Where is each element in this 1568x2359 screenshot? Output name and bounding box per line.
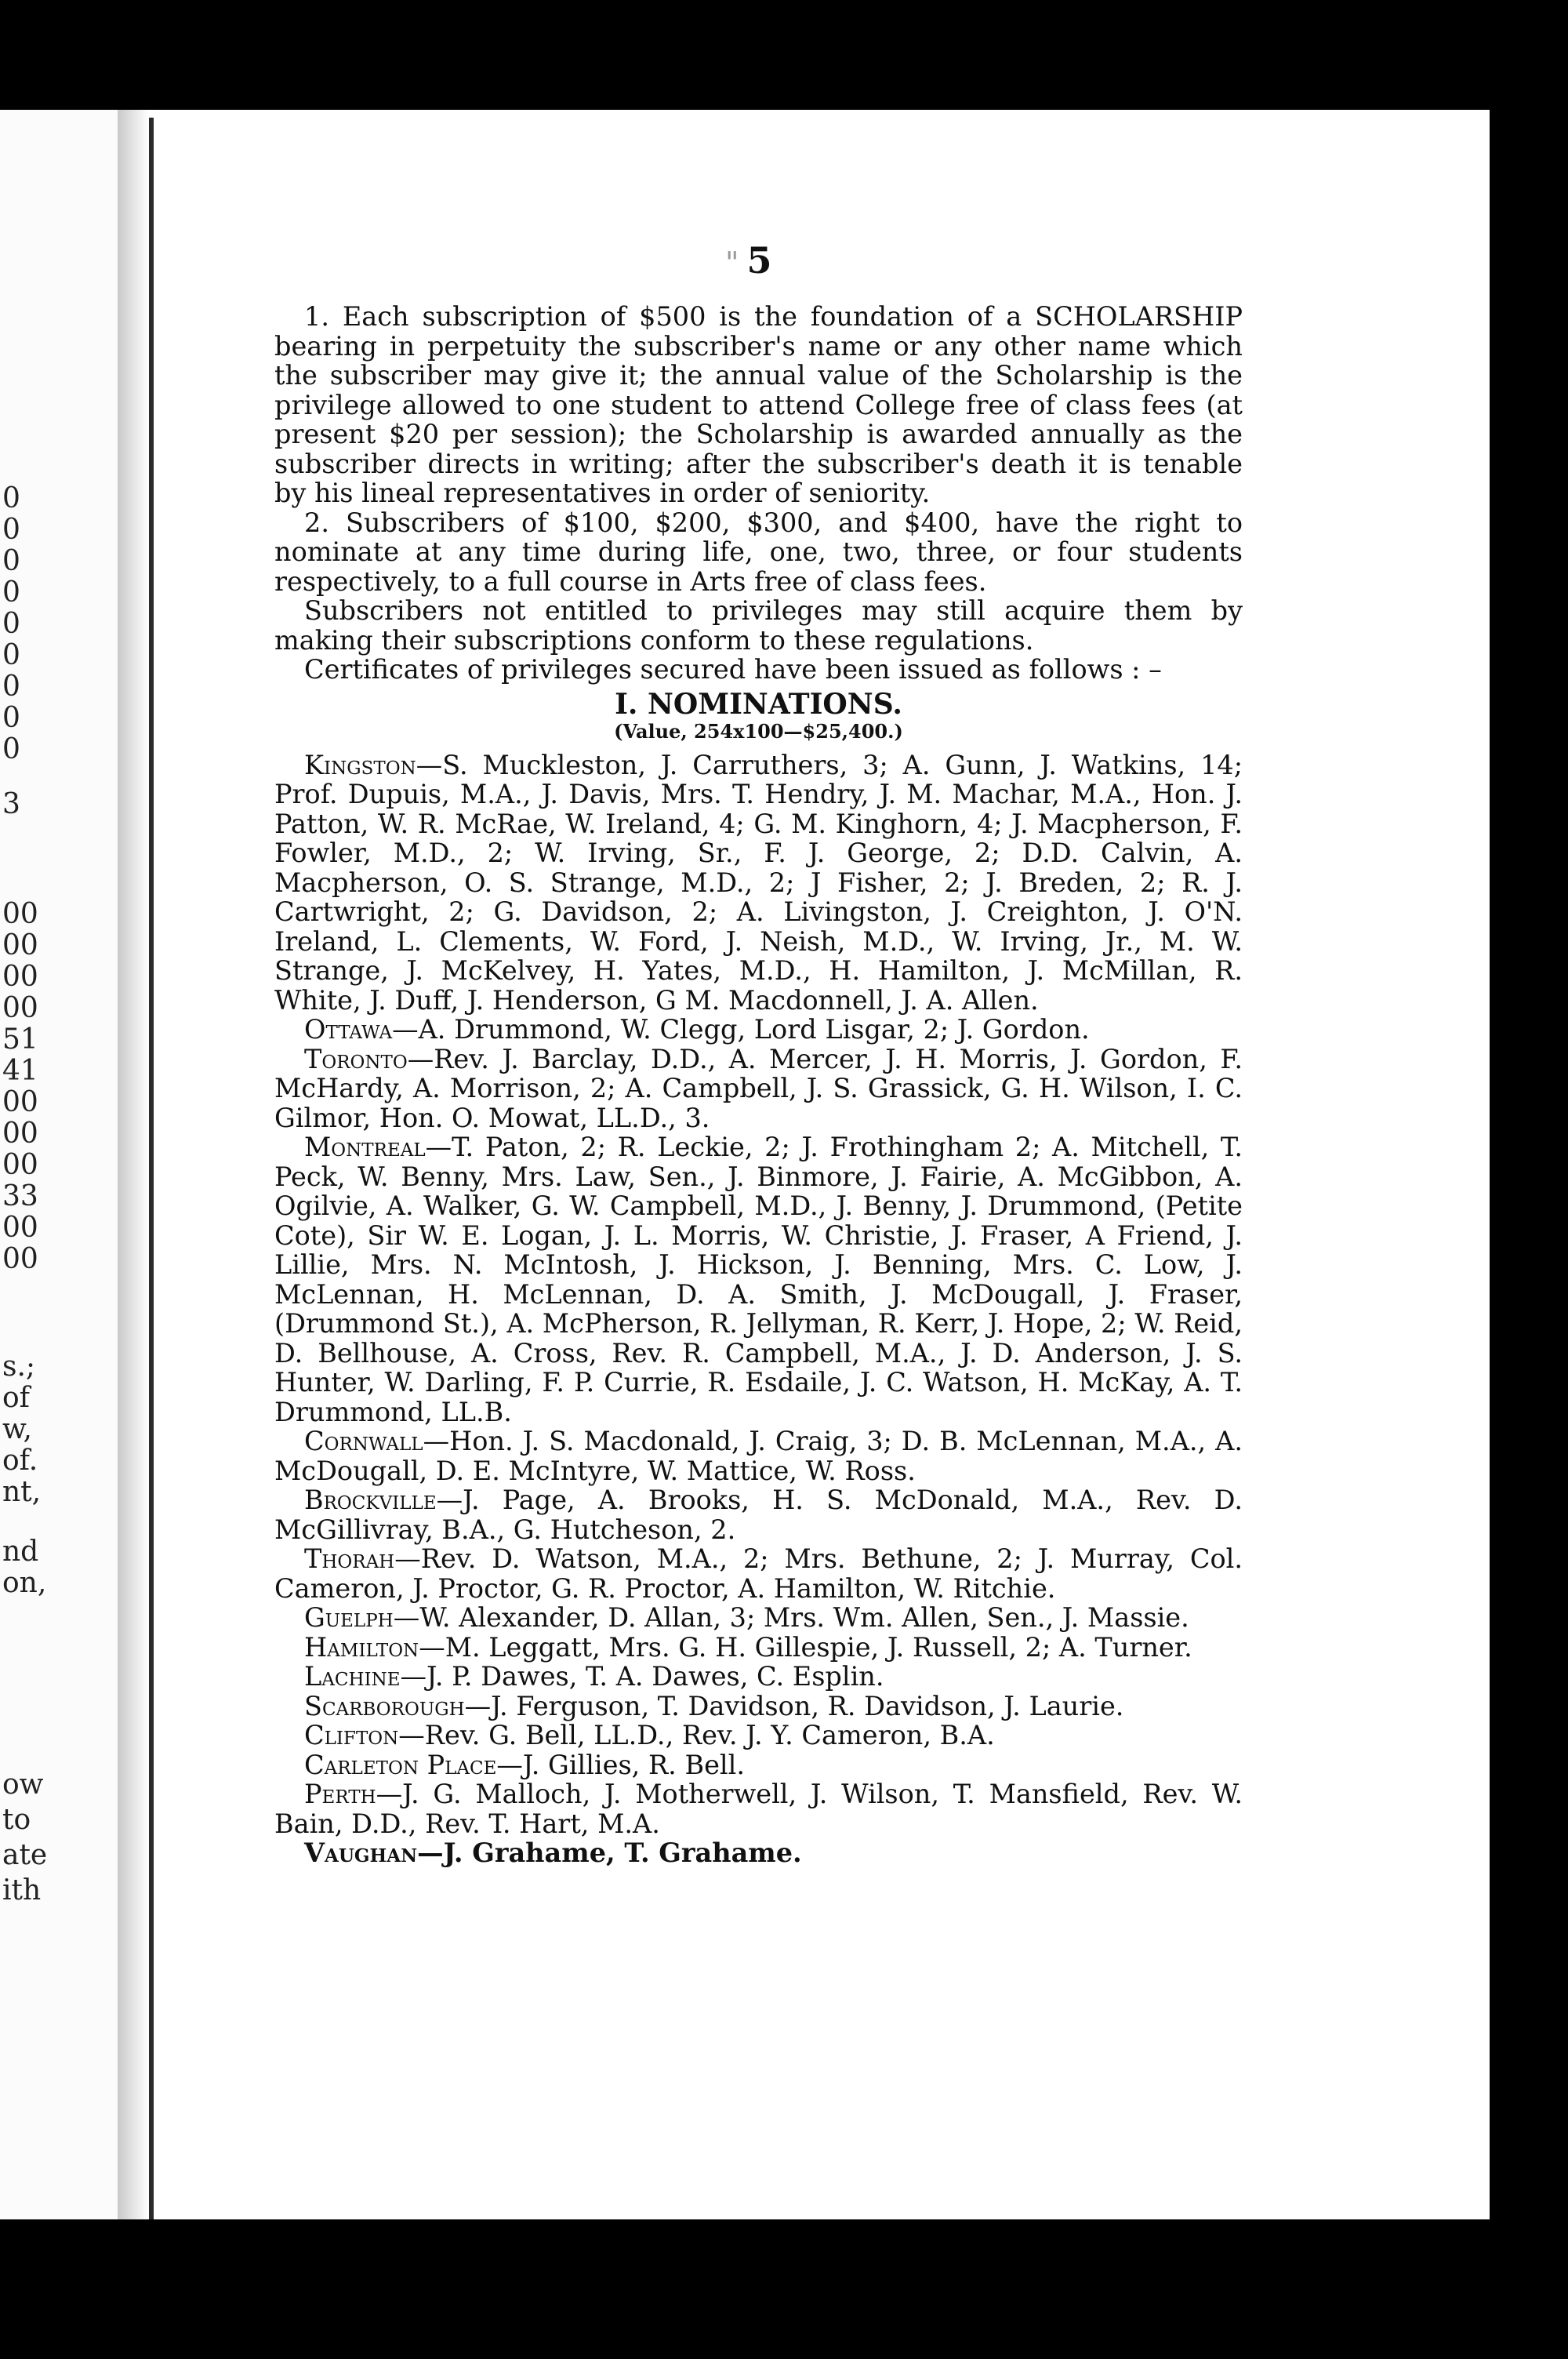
margin-fragment: 0	[2, 733, 20, 765]
place-name: Scarborough	[304, 1690, 465, 1721]
margin-fragment: on,	[2, 1567, 47, 1599]
page-body	[274, 302, 1243, 1868]
page-number: " 5	[725, 239, 772, 282]
entry-brockville: Brockville—J. Page, A. Brooks, H. S. McDonald, M.A., Rev. D. McGillivray, B.A., G. Hutcheson, 2.	[274, 1485, 1243, 1545]
place-name: Carleton Place	[304, 1749, 497, 1780]
entry-clifton: Clifton—Rev. G. Bell, LL.D., Rev. J. Y. Cameron, B.A.	[304, 1720, 995, 1750]
margin-fragment: 51	[2, 1023, 38, 1056]
margin-fragment: to	[2, 1804, 31, 1836]
entry-scarborough: Scarborough—J. Ferguson, T. Davidson, R. Davidson, J. Laurie.	[304, 1690, 1124, 1721]
place-name: Perth	[304, 1779, 376, 1809]
margin-fragment: of.	[2, 1445, 38, 1477]
entry-montreal: Montreal—T. Paton, 2; R. Leckie, 2; J. Frothingham 2; A. Mitchell, T. Peck, W. Benny, Mrs. Law, Sen., J. Binmore, J. Fairie, A. McGibbon, A. Ogilvie, A. Walker, G. W. Campbell, M.D., J. Benny, J. Drummond, (Petite Cote), Sir W. E. Logan, J. L. Morris, W. Christie, J. Fraser, A Friend, J. Lillie, Mrs. N. McIntosh, J. Hickson, J. Benning, Mrs. C. Low, J. McLennan, H. McLennan, D. A. Smith, J. McDougall, J. Fraser, (Drummond St.), A. McPherson, R. Jellyman, R. Kerr, J. Hope, 2; W. Reid, D. Bellhouse, A. Cross, Rev. R. Campbell, M.A., J. D. Anderson, J. S. Hunter, W. Darling, F. P. Currie, R. Esdaile, J. C. Watson, H. McKay, A. T. Drummond, LL.B.	[274, 1132, 1243, 1427]
margin-fragment: 0	[2, 576, 20, 609]
place-name: Thorah	[304, 1543, 395, 1574]
section-subheading: (Value, 254x100—$25,400.)	[614, 719, 903, 743]
page-number-mark: "	[725, 245, 739, 280]
margin-fragment: 0	[2, 545, 20, 577]
scan-border-bottom	[0, 2219, 1568, 2359]
margin-fragment: 00	[2, 1149, 38, 1181]
margin-fragment: 00	[2, 898, 38, 930]
margin-fragment: w,	[2, 1413, 32, 1445]
margin-fragment: 0	[2, 482, 20, 514]
entry-perth: Perth—J. G. Malloch, J. Motherwell, J. Wilson, T. Mansfield, Rev. W. Bain, D.D., Rev. T. Hart, M.A.	[274, 1779, 1243, 1839]
margin-fragment: 00	[2, 1243, 38, 1275]
margin-fragment: ith	[2, 1874, 42, 1906]
margin-fragment: ate	[2, 1839, 48, 1871]
entry-vaughan: Vaughan—J. Grahame, T. Grahame.	[304, 1837, 802, 1868]
entry-lachine: Lachine—J. P. Dawes, T. A. Dawes, C. Esplin.	[304, 1661, 884, 1692]
place-name: Brockville	[304, 1485, 437, 1515]
place-name: Toronto	[304, 1043, 408, 1074]
entry-toronto: Toronto—Rev. J. Barclay, D.D., A. Mercer, J. H. Morris, J. Gordon, F. McHardy, A. Morrison, 2; A. Campbell, J. S. Grassick, G. H. Wilson, I. C. Gilmor, Hon. O. Mowat, LL.D., 3.	[274, 1043, 1243, 1133]
page-fold-line	[149, 118, 154, 2219]
margin-fragment: ow	[2, 1768, 44, 1801]
place-name: Cornwall	[304, 1426, 423, 1456]
paragraph-certificates: Certificates of privileges secured have been issued as follows : –	[304, 654, 1162, 685]
margin-fragment: nd	[2, 1536, 39, 1568]
margin-fragment: 00	[2, 992, 38, 1024]
margin-fragment: 41	[2, 1055, 38, 1087]
margin-fragment: 0	[2, 671, 20, 703]
place-name: Clifton	[304, 1720, 399, 1750]
entry-cornwall: Cornwall—Hon. J. S. Macdonald, J. Craig, 3; D. B. McLennan, M.A., A. McDougall, D. E. McIntyre, W. Mattice, W. Ross.	[274, 1426, 1243, 1486]
margin-fragment: 0	[2, 608, 20, 640]
paragraph-privileges: Subscribers not entitled to privileges may still acquire them by making their subscriptions conform to these regulations.	[274, 595, 1243, 656]
margin-fragment: 0	[2, 639, 20, 671]
margin-fragment: 00	[2, 929, 38, 961]
margin-fragment: 00	[2, 1086, 38, 1118]
margin-fragment: 0	[2, 514, 20, 546]
section-heading: I. NOMINATIONS.	[615, 687, 902, 721]
paragraph-scholarship: 1. Each subscription of $500 is the foundation of a SCHOLARSHIP bearing in perpetuity the subscriber's name or any other name which the subscriber may give it; the annual value of the Scholarship is the privilege allowed to one student to attend College free of class fees (at present $20 per session); the Scholarship is awarded annually as the subscriber directs in writing; after the subscriber's death it is tenable by his lineal representatives in order of seniority.	[274, 301, 1243, 508]
entry-hamilton: Hamilton—M. Leggatt, Mrs. G. H. Gillespie, J. Russell, 2; A. Turner.	[304, 1631, 1192, 1663]
margin-fragment: 0	[2, 702, 20, 734]
place-name: Lachine	[304, 1661, 401, 1692]
scan-border-top	[0, 0, 1568, 110]
margin-fragment: of	[2, 1382, 30, 1414]
margin-fragment: nt,	[2, 1476, 42, 1508]
margin-fragment: 00	[2, 961, 38, 993]
scan-border-right	[1490, 0, 1568, 2359]
entry-thorah: Thorah—Rev. D. Watson, M.A., 2; Mrs. Bethune, 2; J. Murray, Col. Cameron, J. Proctor, G. R. Proctor, A. Hamilton, W. Ritchie.	[274, 1543, 1243, 1604]
place-name: Vaughan	[304, 1837, 418, 1868]
place-name: Hamilton	[304, 1631, 419, 1663]
margin-fragment: 00	[2, 1118, 38, 1150]
entry-guelph: Guelph—W. Alexander, D. Allan, 3; Mrs. Wm. Allen, Sen., J. Massie.	[304, 1602, 1189, 1633]
place-name: Ottawa	[304, 1014, 393, 1045]
entry-ottawa: Ottawa—A. Drummond, W. Clegg, Lord Lisgar, 2; J. Gordon.	[304, 1014, 1090, 1045]
paragraph-subscribers: 2. Subscribers of $100, $200, $300, and $400, have the right to nominate at any time during life, one, two, three, or four students respectively, to a full course in Arts free of class fees.	[274, 507, 1243, 597]
gutter-shadow	[118, 110, 149, 2219]
margin-fragment: s.;	[2, 1350, 36, 1383]
place-name: Kingston	[304, 749, 416, 780]
margin-fragment: 3	[2, 788, 20, 820]
entry-carleton-place: Carleton Place—J. Gillies, R. Bell.	[304, 1749, 746, 1780]
margin-fragment: 00	[2, 1212, 38, 1244]
margin-fragment: 33	[2, 1180, 38, 1212]
entry-kingston: Kingston—S. Muckleston, J. Carruthers, 3; A. Gunn, J. Watkins, 14; Prof. Dupuis, M.A., J. Davis, Mrs. T. Hendry, J. M. Machar, M.A., Hon. J. Patton, W. R. McRae, W. Ireland, 4; G. M. Kinghorn, 4; J. Macpherson, F. Fowler, M.D., 2; W. Irving, Sr., F. J. George, 2; D.D. Calvin, A. Macpherson, O. S. Strange, M.D., 2; J Fisher, 2; J. Breden, 2; R. J. Cartwright, 2; G. Davidson, 2; A. Livingston, J. Creighton, J. O'N. Ireland, L. Clements, W. Ford, J. Neish, M.D., W. Irving, Jr., M. W. Strange, J. McKelvey, H. Yates, M.D., H. Hamilton, J. McMillan, R. White, J. Duff, J. Henderson, G M. Macdonnell, J. A. Allen.	[274, 749, 1243, 1016]
place-name: Montreal	[304, 1132, 426, 1162]
place-name: Guelph	[304, 1602, 394, 1633]
